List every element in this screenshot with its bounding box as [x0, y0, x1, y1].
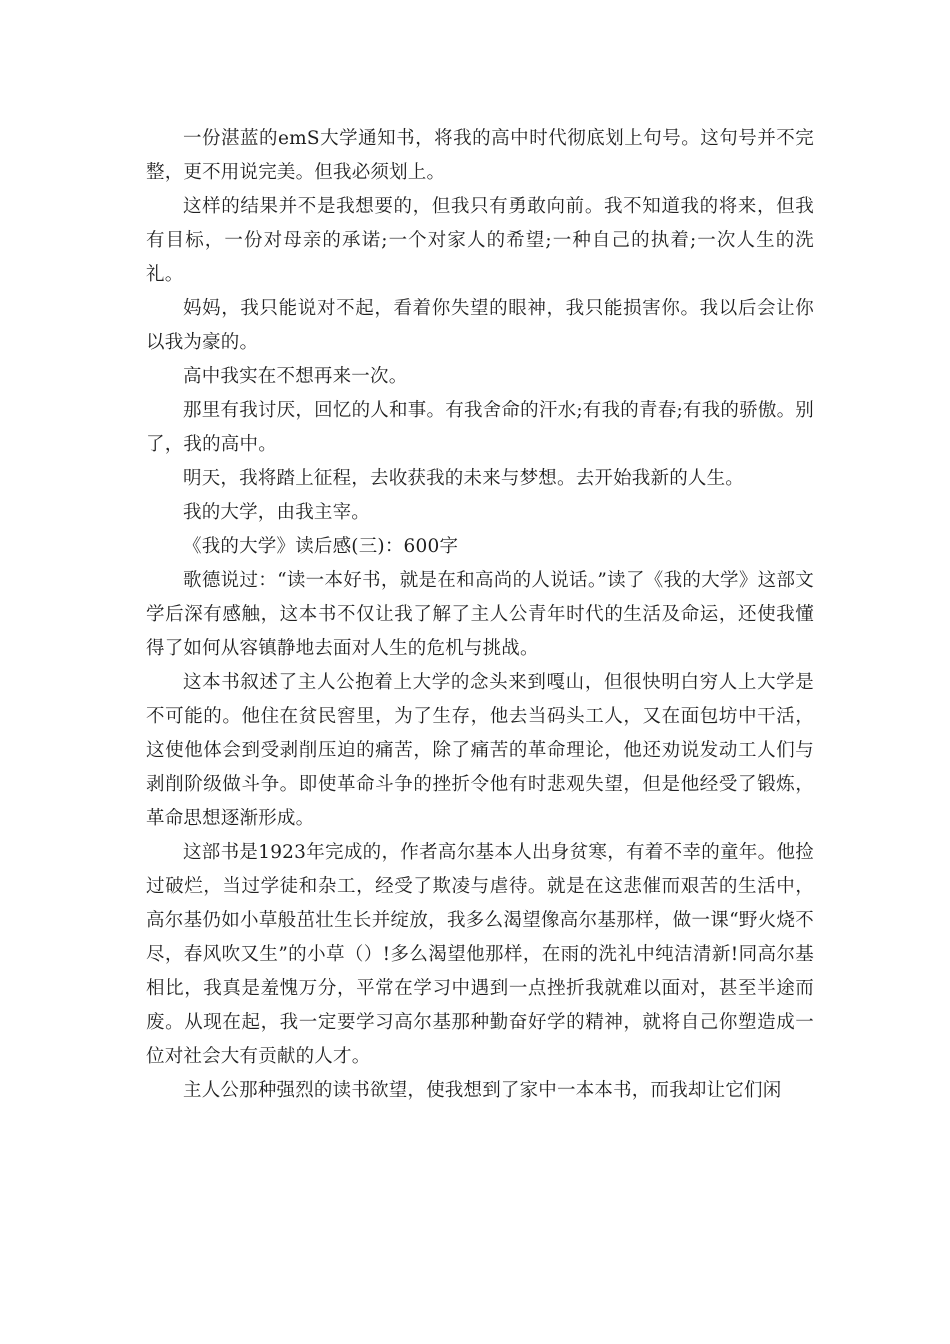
- paragraph-7: 我的大学，由我主宰。: [183, 502, 371, 523]
- paragraph-5: 那里有我讨厌，回忆的人和事。有我舍命的汗水;有我的青春;有我的骄傲。别了，我的高中。: [146, 400, 814, 455]
- paragraph-9: 这本书叙述了主人公抱着上大学的念头来到嘎山，但很快明白穷人上大学是不可能的。他住在贫民窖里，为了生存，他去当码头工人，又在面包坊中干活，这使他体会到受剥削压迫的痛苦，除了痛苦的革命理论，他还劝说发动工人们与剥削阶级做斗争。即使革命斗争的挫折令他有时悲观失望，但是他经受了锻炼，革命思想逐渐形成。: [146, 672, 814, 829]
- document-page: [146, 122, 814, 1108]
- section-heading: 《我的大学》读后感(三)：600字: [183, 536, 459, 557]
- paragraph-10: 这部书是1923年完成的，作者高尔基本人出身贫寒，有着不幸的童年。他捡过破烂，当过学徒和杂工，经受了欺凌与虐待。就是在这悲催而艰苦的生活中，高尔基仍如小草般茁壮生长并绽放，我多么渴望像高尔基那样，做一课“野火烧不尽，春风吹又生”的小草（）!多么渴望他那样，在雨的洗礼中纯洁清新!同高尔基相比，我真是羞愧万分，平常在学习中遇到一点挫折我就难以面对，甚至半途而废。从现在起，我一定要学习高尔基那种勤奋好学的精神，就将自己你塑造成一位对社会大有贡献的人才。: [146, 842, 814, 1067]
- paragraph-4: 高中我实在不想再来一次。: [183, 366, 408, 387]
- paragraph-2: 这样的结果并不是我想要的，但我只有勇敢向前。我不知道我的将来，但我有目标，一份对母亲的承诺;一个对家人的希望;一种自己的执着;一次人生的洗礼。: [146, 196, 814, 285]
- paragraph-3: 妈妈，我只能说对不起，看着你失望的眼神，我只能损害你。我以后会让你以我为豪的。: [146, 298, 814, 353]
- paragraph-8: 歌德说过：“读一本好书，就是在和高尚的人说话。”读了《我的大学》这部文学后深有感触，这本书不仅让我了解了主人公青年时代的生活及命运，还使我懂得了如何从容镇静地去面对人生的危机与挑战。: [146, 570, 814, 659]
- paragraph-1: 一份湛蓝的emS大学通知书，将我的高中时代彻底划上句号。这句号并不完整，更不用说完美。但我必须划上。: [146, 128, 814, 183]
- paragraph-11: 主人公那种强烈的读书欲望，使我想到了家中一本本书，而我却让它们闲: [183, 1080, 782, 1101]
- paragraph-6: 明天，我将踏上征程，去收获我的未来与梦想。去开始我新的人生。: [183, 468, 745, 489]
